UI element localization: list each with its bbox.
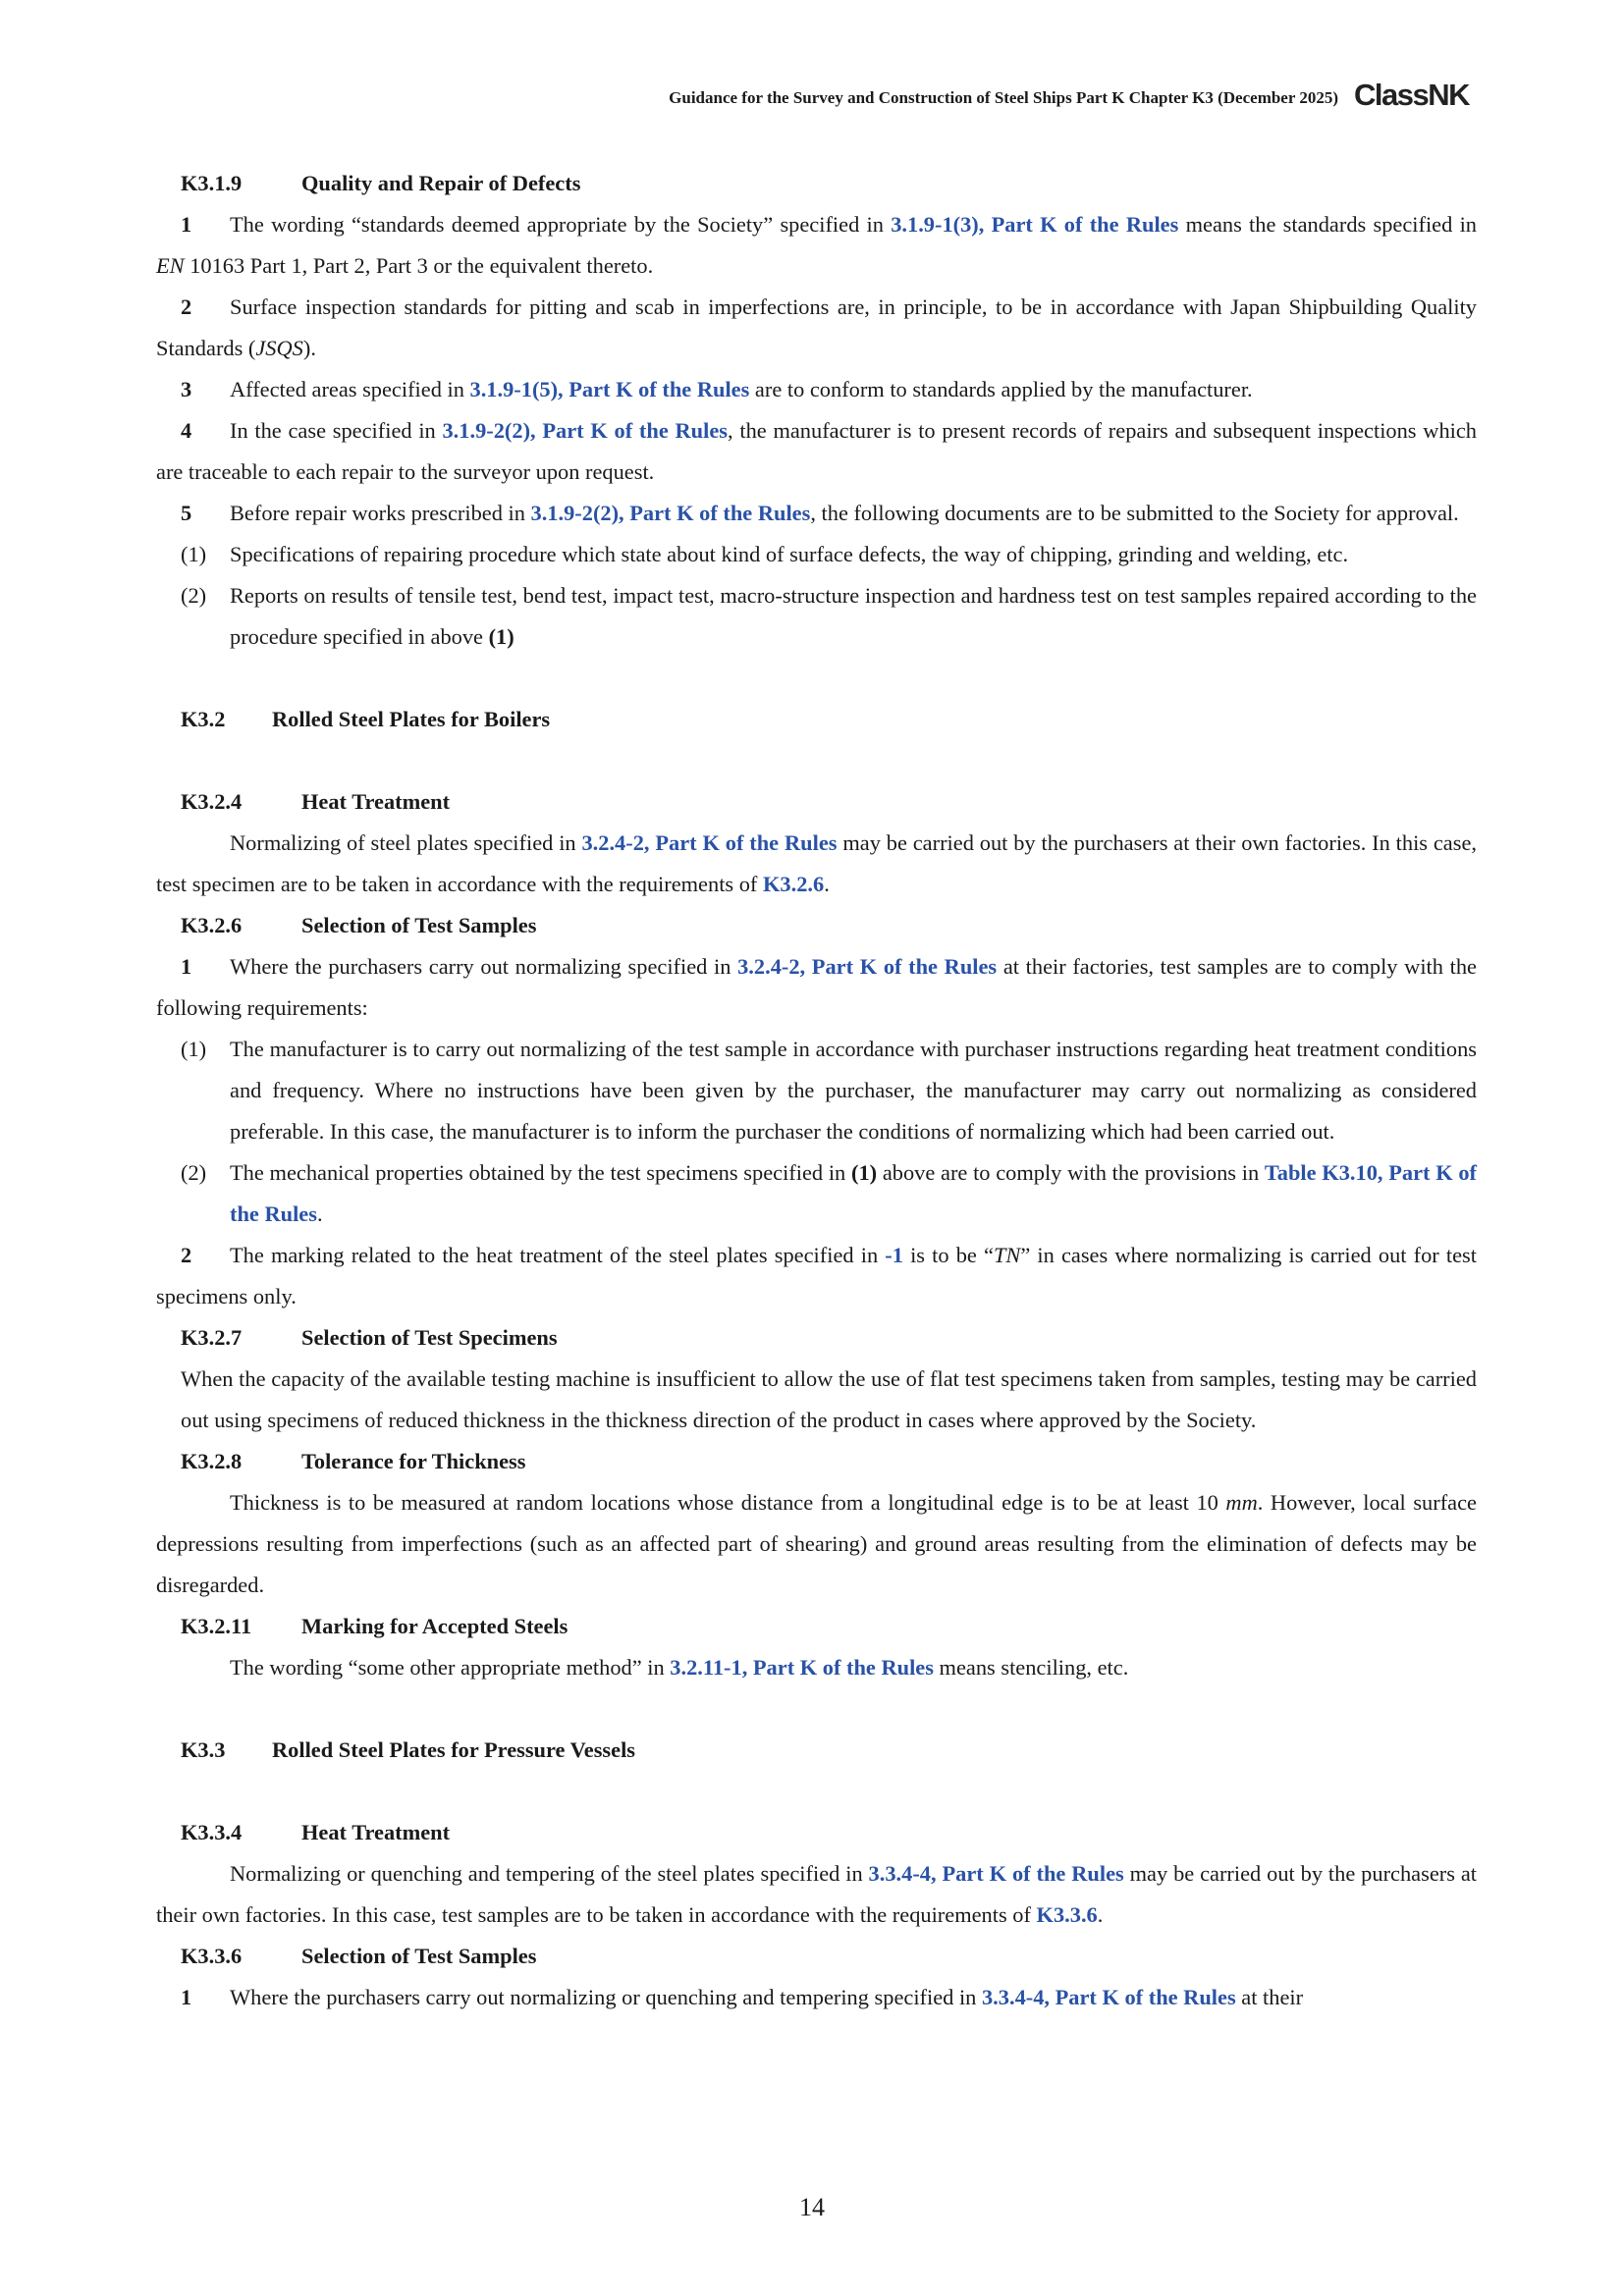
list-item: (2) Reports on results of tensile test, bend test, impact test, macro-structure inspection and hardness test on test samples repaired according to the procedure specified in above (1) — [181, 583, 1477, 649]
list-item: (1) Specifications of repairing procedure which state about kind of surface defects, the way of chipping, grinding and welding, etc. — [181, 542, 1349, 566]
section-heading: K3.2.11 Marking for Accepted Steels — [181, 1614, 568, 1638]
page-body — [156, 163, 1477, 2018]
logo-text: ClassNK — [1354, 78, 1469, 112]
paragraph: 4 In the case specified in 3.1.9-2(2), Part K of the Rules, the manufacturer is to present records of repairs and subsequent inspections which are traceable to each repair to the surveyor upon request. — [156, 418, 1477, 484]
rule-link[interactable]: 3.1.9-1(3), Part K of the Rules — [891, 212, 1179, 237]
list-item: (2) The mechanical properties obtained by the test specimens specified in (1) above are to comply with the provisions in Table K3.10, Part K of the Rules. — [181, 1160, 1477, 1226]
section-heading: K3.3 Rolled Steel Plates for Pressure Vessels — [181, 1737, 636, 1762]
rule-link[interactable]: 3.3.4-4, Part K of the Rules — [981, 1985, 1236, 2009]
rule-link[interactable]: 3.2.11-1, Part K of the Rules — [670, 1655, 934, 1680]
rule-link[interactable]: -1 — [885, 1243, 903, 1267]
section-heading: K3.2.8 Tolerance for Thickness — [181, 1449, 526, 1473]
paragraph: When the capacity of the available testing machine is insufficient to allow the use of flat test specimens taken from samples, testing may be carried out using specimens of reduced thickness in the thickness direction of the product in cases where approved by the Society. — [181, 1366, 1477, 1432]
paragraph: 5 Before repair works prescribed in 3.1.9-2(2), Part K of the Rules, the following documents are to be submitted to the Society for approval. — [181, 501, 1459, 525]
paragraph: Normalizing of steel plates specified in 3.2.4-2, Part K of the Rules may be carried out by the purchasers at their own factories. In this case, test specimen are to be taken in accordance with the requirements of K3.2.6. — [156, 830, 1477, 896]
paragraph: 1 The wording “standards deemed appropriate by the Society” specified in 3.1.9-1(3), Part K of the Rules means the standards specified in EN 10163 Part 1, Part 2, Part 3 or the equivalent thereto. — [156, 212, 1477, 278]
rule-link[interactable]: 3.1.9-2(2), Part K of the Rules — [442, 418, 729, 443]
paragraph: 3 Affected areas specified in 3.1.9-1(5), Part K of the Rules are to conform to standards applied by the manufacturer. — [181, 377, 1253, 401]
document-title: Guidance for the Survey and Construction of Steel Ships Part K Chapter K3 (December 2025) — [669, 88, 1338, 107]
rule-link[interactable]: 3.2.4-2, Part K of the Rules — [737, 954, 998, 979]
paragraph: Thickness is to be measured at random locations whose distance from a longitudinal edge is to be at least 10 mm. However, local surface depressions resulting from imperfections (such as an affected part of shearing) and ground areas resulting from the elimination of defects may be disregarded. — [156, 1490, 1477, 1597]
classnk-logo — [1354, 75, 1476, 112]
paragraph: 1 Where the purchasers carry out normalizing or quenching and tempering specified in 3.3.4-4, Part K of the Rules at their — [181, 1985, 1304, 2009]
paragraph: 1 Where the purchasers carry out normalizing specified in 3.2.4-2, Part K of the Rules at their factories, test samples are to comply with the following requirements: — [156, 954, 1477, 1020]
paragraph: 2 Surface inspection standards for pitting and scab in imperfections are, in principle, to be in accordance with Japan Shipbuilding Quality Standards (JSQS). — [156, 294, 1477, 360]
rule-link[interactable]: K3.3.6 — [1036, 1902, 1098, 1927]
page-header — [157, 73, 1476, 118]
rule-link[interactable]: 3.2.4-2, Part K of the Rules — [581, 830, 838, 855]
paragraph: The wording “some other appropriate method” in 3.2.11-1, Part K of the Rules means stenciling, etc. — [230, 1655, 1129, 1680]
section-heading: K3.2.4 Heat Treatment — [181, 789, 451, 814]
rule-link[interactable]: 3.3.4-4, Part K of the Rules — [868, 1861, 1124, 1886]
rule-link[interactable]: 3.1.9-1(5), Part K of the Rules — [469, 377, 750, 401]
section-heading: K3.2.7 Selection of Test Specimens — [181, 1325, 558, 1350]
rule-link[interactable]: Table K3.10, Part K of the Rules — [230, 1160, 1477, 1226]
paragraph: 2 The marking related to the heat treatment of the steel plates specified in -1 is to be “TN” in cases where normalizing is carried out for test specimens only. — [156, 1243, 1477, 1308]
section-heading: K3.2 Rolled Steel Plates for Boilers — [181, 707, 551, 731]
section-heading: K3.2.6 Selection of Test Samples — [181, 913, 537, 937]
list-item: (1) The manufacturer is to carry out normalizing of the test sample in accordance with purchaser instructions regarding heat treatment conditions and frequency. Where no instructions have been given by the purchaser, the manufacturer may carry out normalizing as considered preferable. In this case, the manufacturer is to inform the purchaser the conditions of normalizing which had been carried out. — [181, 1037, 1477, 1144]
rule-link[interactable]: K3.2.6 — [762, 872, 825, 896]
section-heading: K3.1.9 Quality and Repair of Defects — [181, 171, 581, 195]
paragraph: Normalizing or quenching and tempering of the steel plates specified in 3.3.4-4, Part K of the Rules may be carried out by the purchasers at their own factories. In this case, test samples are to be taken in accordance with the requirements of K3.3.6. — [156, 1861, 1477, 1927]
section-heading: K3.3.6 Selection of Test Samples — [181, 1944, 537, 1968]
page-number: 14 — [799, 2193, 825, 2221]
section-heading: K3.3.4 Heat Treatment — [181, 1820, 451, 1844]
rule-link[interactable]: 3.1.9-2(2), Part K of the Rules — [530, 501, 811, 525]
